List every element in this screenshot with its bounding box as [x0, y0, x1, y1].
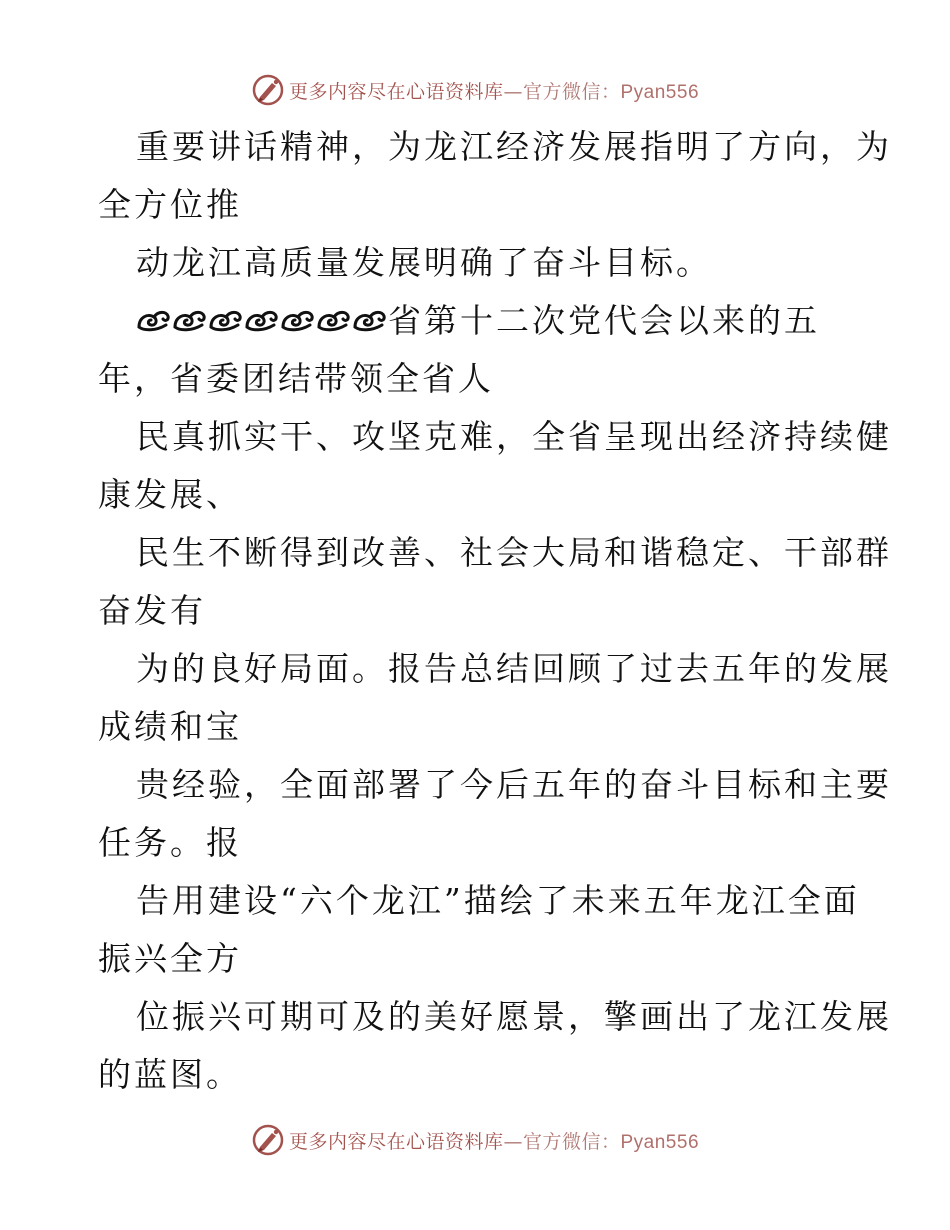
document-body [98, 118, 892, 1104]
text-line: 为的良好局面。报告总结回顾了过去五年的发展 [136, 649, 892, 688]
watermark-account: Pyan556 [620, 1131, 700, 1153]
wingding-ornament-icon [172, 303, 206, 337]
footer-watermark [0, 1120, 950, 1160]
wingding-ornament-icon [352, 303, 386, 337]
ornament-glyphs [136, 301, 388, 340]
watermark-separator: — [503, 1130, 523, 1153]
watermark-official-label: 官方微信： [522, 80, 621, 103]
wingding-ornament-icon [244, 303, 278, 337]
wingding-ornament-icon [208, 303, 242, 337]
text-line: 省第十二次党代会以来的五 [388, 301, 820, 340]
pen-logo-icon [251, 1123, 285, 1157]
text-line: 奋发有 [98, 591, 206, 630]
text-line: 全方位推 [98, 185, 242, 224]
wingding-ornament-icon [136, 303, 170, 337]
text-line: 民真抓实干、攻坚克难，全省呈现出经济持续健 [136, 417, 892, 456]
pen-logo-icon [251, 73, 285, 107]
text-line: 位振兴可期可及的美好愿景，擎画出了龙江发展 [136, 997, 892, 1036]
watermark-main-text: 更多内容尽在心语资料库 [288, 80, 504, 103]
text-line: 振兴全方 [98, 939, 242, 978]
text-line: 告用建设“六个龙江”描绘了未来五年龙江全面 [136, 881, 860, 920]
watermark-account: Pyan556 [620, 81, 700, 103]
text-line: 任务。报 [98, 823, 242, 862]
text-line: 民生不断得到改善、社会大局和谐稳定、干部群 [136, 533, 892, 572]
text-line: 动龙江高质量发展明确了奋斗目标。 [136, 243, 712, 282]
wingding-ornament-icon [280, 303, 314, 337]
watermark-official-label: 官方微信： [522, 1130, 621, 1153]
text-line: 重要讲话精神，为龙江经济发展指明了方向，为 [136, 127, 892, 166]
text-line: 年，省委团结带领全省人 [98, 359, 494, 398]
text-line: 的蓝图。 [98, 1055, 242, 1094]
text-line: 康发展、 [98, 475, 242, 514]
header-watermark [0, 70, 950, 110]
text-line: 贵经验，全面部署了今后五年的奋斗目标和主要 [136, 765, 892, 804]
ornament-line [98, 292, 858, 350]
watermark-separator: — [503, 80, 523, 103]
watermark-main-text: 更多内容尽在心语资料库 [288, 1130, 504, 1153]
text-line: 成绩和宝 [98, 707, 242, 746]
wingding-ornament-icon [316, 303, 350, 337]
